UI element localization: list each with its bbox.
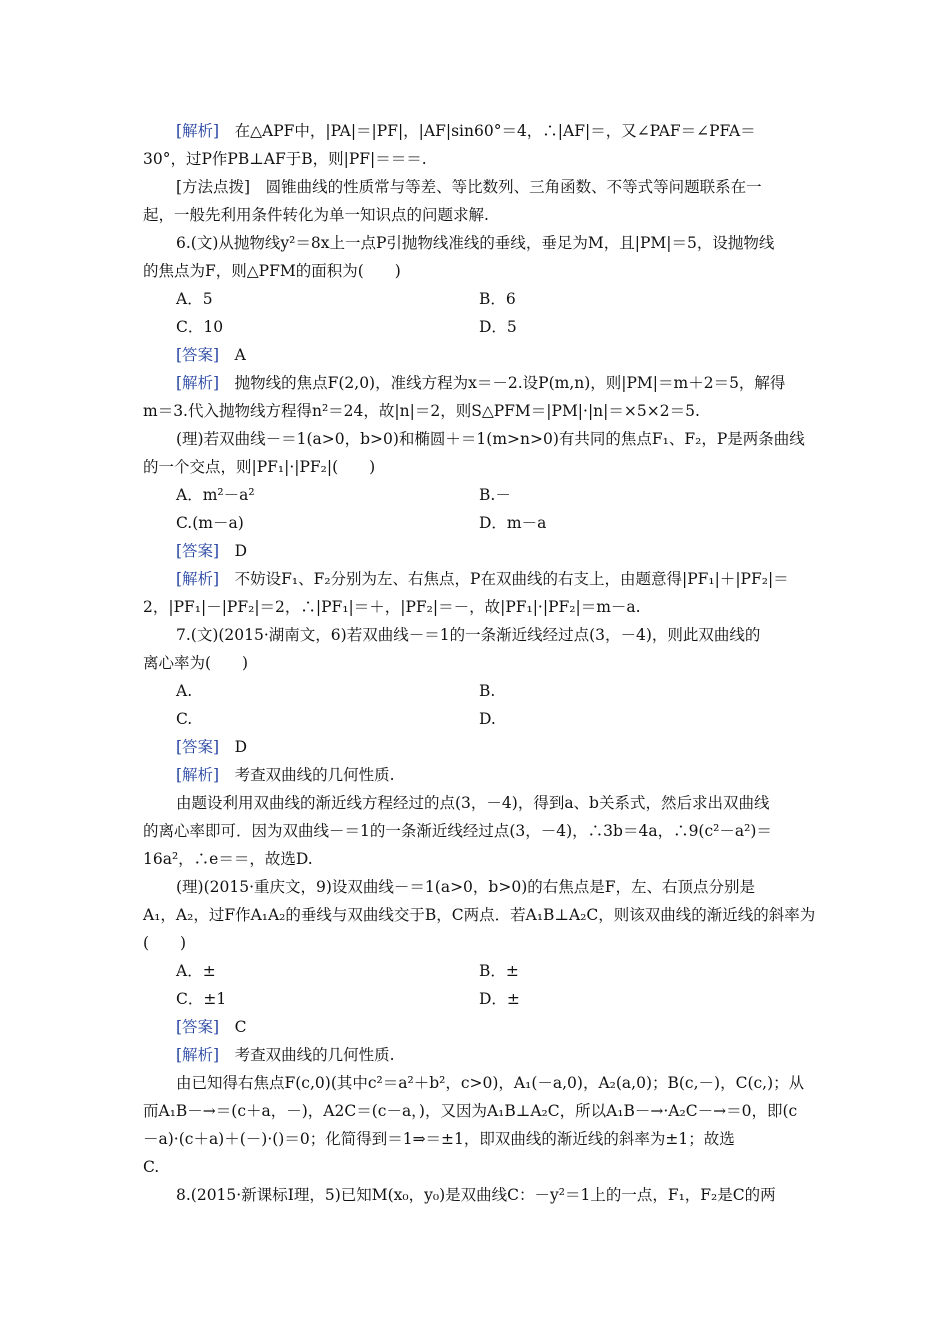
analysis-tag: [解析]: [176, 1046, 220, 1064]
analysis-line: [解析] 抛物线的焦点F(2,0)，准线方程为x＝－2.设P(m,n)，则|PM|＝m＋2＝5，解得: [176, 374, 786, 392]
answer-tag: [答案]: [176, 542, 220, 560]
answer-tag: [答案]: [176, 738, 220, 756]
text-line: 的一个交点，则|PF₁|·|PF₂|( ): [143, 458, 376, 476]
text-line: 的焦点为F，则△PFM的面积为( ): [143, 262, 401, 280]
question-8-line: 8.(2015·新课标Ⅰ理，5)已知M(x₀，y₀)是双曲线C：－y²＝1上的一点，F₁，F₂是C的两: [176, 1186, 776, 1204]
option-a: A．±: [176, 962, 216, 980]
answer-line: [答案] A: [176, 346, 246, 364]
method-tip-line: [方法点拨] 圆锥曲线的性质常与等差、等比数列、三角函数、不等式等问题联系在一: [176, 178, 762, 196]
option-a: A．5: [176, 290, 213, 308]
option-a: A．m²－a²: [176, 486, 255, 504]
text-line: 16a²，∴e＝＝，故选D.: [143, 850, 313, 868]
question-6-li-line: (理)若双曲线－＝1(a>0，b>0)和椭圆＋＝1(m>n>0)有共同的焦点F₁、F₂，P是两条曲线: [176, 430, 805, 448]
text-line: 由已知得右焦点F(c,0)(其中c²＝a²＋b²，c>0)，A₁(－a,0)，A₂(a,0)；B(c,－)，C(c,)；从: [176, 1074, 805, 1092]
option-d: D.: [479, 710, 496, 728]
option-d: D．m－a: [479, 514, 547, 532]
text-line: 2，|PF₁|－|PF₂|＝2，∴|PF₁|＝＋，|PF₂|＝－，故|PF₁|·|PF₂|＝m－a.: [143, 598, 641, 616]
option-a: A.: [176, 682, 193, 700]
text-line: [解析] 在△APF中，|PA|＝|PF|，|AF|sin60°＝4，∴|AF|＝，又∠PAF＝∠PFA＝: [176, 122, 756, 140]
option-c: C．±1: [176, 990, 227, 1008]
question-7-li-line: (理)(2015·重庆文，9)设双曲线－＝1(a>0，b>0)的右焦点是F，左、右顶点分别是: [176, 878, 755, 896]
text-line: C.: [143, 1158, 160, 1176]
analysis-tag: [解析]: [176, 122, 220, 140]
text-line: 离心率为( ): [143, 654, 249, 672]
answer-line: [答案] D: [176, 738, 248, 756]
text-line: m＝3.代入抛物线方程得n²＝24，故|n|＝2，则S△PFM＝|PM|·|n|＝×5×2＝5.: [143, 402, 700, 420]
text-line: 而A₁B－→＝(c＋a，－)，A2C＝(c－a，)，又因为A₁B⊥A₂C，所以A₁B－→·A₂C－→＝0，即(c: [143, 1102, 798, 1120]
analysis-line: [解析] 考查双曲线的几何性质.: [176, 1046, 395, 1064]
option-d: D．±: [479, 990, 520, 1008]
text-line: 30°，过P作PB⊥AF于B，则|PF|＝＝＝.: [143, 150, 427, 168]
option-c: C.: [176, 710, 193, 728]
option-d: D．5: [479, 318, 517, 336]
option-b: B.－: [479, 486, 511, 504]
text-line: 起，一般先利用条件转化为单一知识点的问题求解.: [143, 206, 489, 224]
text-line: ( ): [143, 934, 187, 952]
question-6-line: 6.(文)从抛物线y²＝8x上一点P引抛物线准线的垂线，垂足为M，且|PM|＝5，设抛物线: [176, 234, 775, 252]
answer-line: [答案] D: [176, 542, 248, 560]
text-line: 的离心率即可．因为双曲线－＝1的一条渐近线经过点(3，－4)，∴3b＝4a，∴9(c²－a²)＝: [143, 822, 772, 840]
question-7-line: 7.(文)(2015·湖南文，6)若双曲线－＝1的一条渐近线经过点(3，－4)，则此双曲线的: [176, 626, 761, 644]
answer-line: [答案] C: [176, 1018, 247, 1036]
analysis-line: [解析] 不妨设F₁、F₂分别为左、右焦点，P在双曲线的右支上，由题意得|PF₁|＋|PF₂|＝: [176, 570, 789, 588]
analysis-line: [解析] 考查双曲线的几何性质.: [176, 766, 395, 784]
analysis-tag: [解析]: [176, 374, 220, 392]
analysis-tag: [解析]: [176, 766, 220, 784]
text-line: A₁，A₂，过F作A₁A₂的垂线与双曲线交于B，C两点．若A₁B⊥A₂C，则该双曲线的渐近线的斜率为: [143, 906, 816, 924]
text-line: 由题设利用双曲线的渐近线方程经过的点(3，－4)，得到a、b关系式，然后求出双曲线: [176, 794, 770, 812]
answer-tag: [答案]: [176, 1018, 220, 1036]
option-c: C．10: [176, 318, 224, 336]
analysis-tag: [解析]: [176, 570, 220, 588]
option-c: C.(m－a): [176, 514, 244, 532]
answer-tag: [答案]: [176, 346, 220, 364]
text-line: －a)·(c＋a)＋(－)·()＝0；化简得到＝1⇒＝±1，即双曲线的渐近线的斜率为±1；故选: [143, 1130, 735, 1148]
option-b: B．±: [479, 962, 519, 980]
option-b: B．6: [479, 290, 516, 308]
option-b: B.: [479, 682, 496, 700]
